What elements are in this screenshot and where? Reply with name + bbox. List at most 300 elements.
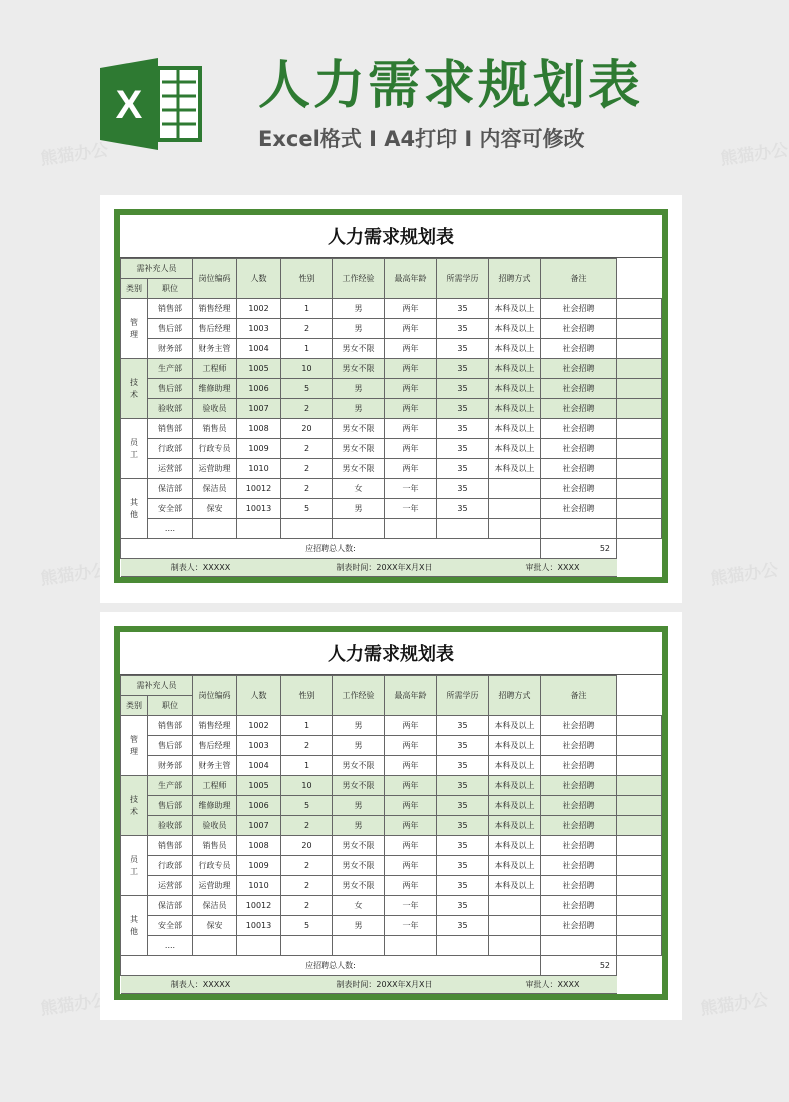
table-cell[interactable]	[617, 419, 662, 439]
table-cell[interactable]: 10	[281, 776, 333, 796]
table-cell[interactable]: 社会招聘	[541, 736, 617, 756]
table-cell[interactable]: 销售部	[148, 419, 193, 439]
table-cell[interactable]: 女	[333, 896, 385, 916]
watermark: 熊猫办公	[39, 560, 110, 590]
table-cell[interactable]: 社会招聘	[541, 876, 617, 896]
table-cell[interactable]: 35	[437, 399, 489, 419]
table-row	[121, 936, 662, 956]
table-cell[interactable]: 35	[437, 876, 489, 896]
table-cell[interactable]	[617, 499, 662, 519]
table-cell[interactable]: 社会招聘	[541, 856, 617, 876]
table-cell[interactable]	[617, 439, 662, 459]
table-cell[interactable]: 35	[437, 499, 489, 519]
table-cell[interactable]: 社会招聘	[541, 479, 617, 499]
table-cell[interactable]: 35	[437, 856, 489, 876]
table-cell[interactable]: 35	[437, 896, 489, 916]
table-cell[interactable]: 1002	[237, 716, 281, 736]
column-header-gender: 性别	[281, 259, 333, 299]
table-cell[interactable]: 维修助理	[193, 796, 237, 816]
table-cell[interactable]: 财务部	[148, 756, 193, 776]
category-cell	[121, 359, 148, 419]
table-cell[interactable]	[617, 359, 662, 379]
table-row	[121, 756, 662, 776]
table-cell[interactable]: 男	[333, 816, 385, 836]
table-cell[interactable]: 两年	[385, 816, 437, 836]
table-cell[interactable]: 销售员	[193, 419, 237, 439]
table-cell[interactable]: 社会招聘	[541, 379, 617, 399]
header-row	[121, 676, 662, 696]
table-cell[interactable]: 维修助理	[193, 379, 237, 399]
table-cell[interactable]: 社会招聘	[541, 299, 617, 319]
table-cell[interactable]: 安全部	[148, 499, 193, 519]
table-cell[interactable]: 男女不限	[333, 876, 385, 896]
watermark: 熊猫办公	[719, 140, 789, 170]
table-cell[interactable]: 本科及以上	[489, 339, 541, 359]
category-cell	[121, 836, 148, 896]
table-cell[interactable]: 行政部	[148, 856, 193, 876]
table-cell[interactable]	[333, 936, 385, 956]
table-cell[interactable]: 35	[437, 379, 489, 399]
table-cell[interactable]: 销售员	[193, 836, 237, 856]
table-cell[interactable]: 10	[281, 359, 333, 379]
table-cell[interactable]: 男女不限	[333, 439, 385, 459]
table-cell[interactable]: 售后部	[148, 379, 193, 399]
table-cell[interactable]: 男	[333, 716, 385, 736]
table-cell[interactable]: 两年	[385, 419, 437, 439]
table-cell[interactable]: 男女不限	[333, 419, 385, 439]
table-cell[interactable]: 35	[437, 796, 489, 816]
table-row	[121, 716, 662, 736]
table-cell[interactable]	[489, 916, 541, 936]
table-cell[interactable]: 本科及以上	[489, 776, 541, 796]
table-cell[interactable]: 销售部	[148, 299, 193, 319]
table-cell[interactable]: 本科及以上	[489, 876, 541, 896]
table-cell[interactable]	[489, 479, 541, 499]
table-cell[interactable]: 男	[333, 736, 385, 756]
table-cell[interactable]: 保洁部	[148, 896, 193, 916]
table-cell[interactable]: 35	[437, 419, 489, 439]
table-cell[interactable]: 本科及以上	[489, 836, 541, 856]
table-cell[interactable]: 1009	[237, 439, 281, 459]
table-cell[interactable]: 两年	[385, 399, 437, 419]
table-cell[interactable]: 生产部	[148, 359, 193, 379]
table-cell[interactable]: 社会招聘	[541, 419, 617, 439]
table-cell[interactable]: 财务主管	[193, 756, 237, 776]
table-cell[interactable]: 35	[437, 339, 489, 359]
table-cell[interactable]	[617, 716, 662, 736]
table-cell[interactable]: 两年	[385, 736, 437, 756]
column-header-count: 人数	[237, 676, 281, 716]
table-cell[interactable]: 社会招聘	[541, 319, 617, 339]
table-cell[interactable]: 一年	[385, 896, 437, 916]
table-cell[interactable]	[617, 836, 662, 856]
table-cell[interactable]	[617, 299, 662, 319]
table-cell[interactable]: 售后经理	[193, 319, 237, 339]
table-cell[interactable]: 社会招聘	[541, 339, 617, 359]
table-row	[121, 796, 662, 816]
table-row	[121, 399, 662, 419]
table-cell[interactable]	[193, 936, 237, 956]
table-cell[interactable]: 女	[333, 479, 385, 499]
table-cell[interactable]: 售后部	[148, 319, 193, 339]
table-cell[interactable]: 生产部	[148, 776, 193, 796]
table-cell[interactable]	[333, 519, 385, 539]
table-cell[interactable]: 1	[281, 299, 333, 319]
category-label: 技术	[130, 794, 138, 816]
table-cell[interactable]: 2	[281, 876, 333, 896]
table-cell[interactable]	[541, 519, 617, 539]
table-cell[interactable]: 35	[437, 816, 489, 836]
table-cell[interactable]: 两年	[385, 836, 437, 856]
category-label: 管理	[130, 317, 138, 339]
table-cell[interactable]: 35	[437, 736, 489, 756]
column-header-note: 备注	[541, 259, 617, 299]
table-cell[interactable]: 两年	[385, 299, 437, 319]
table-cell[interactable]	[617, 796, 662, 816]
table-cell[interactable]: 本科及以上	[489, 816, 541, 836]
group-header: 需补充人员	[121, 259, 193, 279]
table-cell[interactable]: 1002	[237, 299, 281, 319]
table-cell[interactable]: 本科及以上	[489, 319, 541, 339]
table-cell[interactable]: 两年	[385, 756, 437, 776]
table-cell[interactable]: 1003	[237, 319, 281, 339]
table-cell[interactable]: 1007	[237, 399, 281, 419]
table-cell[interactable]: 1004	[237, 339, 281, 359]
table-cell[interactable]: 社会招聘	[541, 399, 617, 419]
table-cell[interactable]: 1007	[237, 816, 281, 836]
category-cell	[121, 716, 148, 776]
table-cell[interactable]: 社会招聘	[541, 796, 617, 816]
column-header-education: 所需学历	[437, 259, 489, 299]
table-cell[interactable]: 男	[333, 319, 385, 339]
table-cell[interactable]: 35	[437, 776, 489, 796]
table-cell[interactable]: 财务部	[148, 339, 193, 359]
table-cell[interactable]: 社会招聘	[541, 836, 617, 856]
table-cell[interactable]	[281, 936, 333, 956]
table-cell[interactable]: 男	[333, 299, 385, 319]
table-cell[interactable]	[489, 499, 541, 519]
table-cell[interactable]: 1006	[237, 379, 281, 399]
table-cell[interactable]: 两年	[385, 379, 437, 399]
table-cell[interactable]: 2	[281, 439, 333, 459]
table-cell[interactable]: 本科及以上	[489, 439, 541, 459]
table-cell[interactable]: ....	[148, 519, 193, 539]
table-cell[interactable]: 男女不限	[333, 756, 385, 776]
table-cell[interactable]: 社会招聘	[541, 459, 617, 479]
table-cell[interactable]: 男女不限	[333, 856, 385, 876]
table-cell[interactable]: 2	[281, 896, 333, 916]
table-cell[interactable]	[617, 816, 662, 836]
table-cell[interactable]: 本科及以上	[489, 459, 541, 479]
table-cell[interactable]: 本科及以上	[489, 796, 541, 816]
table-cell[interactable]: 10012	[237, 479, 281, 499]
table-cell[interactable]: 男	[333, 499, 385, 519]
table-cell[interactable]: 男女不限	[333, 459, 385, 479]
table-cell[interactable]: 两年	[385, 776, 437, 796]
table-cell[interactable]: 35	[437, 459, 489, 479]
table-cell[interactable]: 男女不限	[333, 339, 385, 359]
table-cell[interactable]	[237, 936, 281, 956]
column-header-category: 类别	[121, 279, 148, 299]
maker-label: 制表人：XXXXX	[121, 976, 281, 994]
column-header-recruit: 招聘方式	[489, 259, 541, 299]
table-cell[interactable]: 5	[281, 796, 333, 816]
table-cell[interactable]: 一年	[385, 479, 437, 499]
table-cell[interactable]: 验收员	[193, 399, 237, 419]
table-cell[interactable]: 社会招聘	[541, 756, 617, 776]
table-cell[interactable]	[437, 519, 489, 539]
footer-row	[121, 976, 662, 994]
table-cell[interactable]: 1010	[237, 876, 281, 896]
table-cell[interactable]: 1008	[237, 419, 281, 439]
group-header: 需补充人员	[121, 676, 193, 696]
table-cell[interactable]: 行政部	[148, 439, 193, 459]
table-cell[interactable]: 本科及以上	[489, 299, 541, 319]
table-cell[interactable]: 财务主管	[193, 339, 237, 359]
table-cell[interactable]: 本科及以上	[489, 419, 541, 439]
table-cell[interactable]: 10013	[237, 499, 281, 519]
date-label: 制表时间：20XX年X月X日	[281, 559, 489, 577]
table-cell[interactable]: 35	[437, 299, 489, 319]
excel-logo-icon	[96, 54, 204, 154]
table-cell[interactable]: 社会招聘	[541, 916, 617, 936]
table-cell[interactable]: 男	[333, 916, 385, 936]
table-cell[interactable]: 1	[281, 756, 333, 776]
approver-label: 审批人：XXXX	[489, 976, 617, 994]
table-cell[interactable]: 保洁部	[148, 479, 193, 499]
table-cell[interactable]: 本科及以上	[489, 359, 541, 379]
sheet-preview-2	[100, 612, 682, 1020]
table-cell[interactable]: 1006	[237, 796, 281, 816]
table-cell[interactable]: 35	[437, 359, 489, 379]
table-cell[interactable]: 工程师	[193, 776, 237, 796]
table-cell[interactable]	[193, 519, 237, 539]
table-cell[interactable]: 保安	[193, 916, 237, 936]
table-cell[interactable]: 1	[281, 339, 333, 359]
sheet-title: 人力需求规划表	[120, 632, 662, 675]
table-cell[interactable]: 1003	[237, 736, 281, 756]
table-cell[interactable]: 1010	[237, 459, 281, 479]
table-cell[interactable]	[617, 479, 662, 499]
table-cell[interactable]	[489, 519, 541, 539]
table-cell[interactable]: 一年	[385, 916, 437, 936]
table-cell[interactable]	[617, 916, 662, 936]
total-label: 应招聘总人数:	[121, 539, 541, 559]
table-cell[interactable]: 售后经理	[193, 736, 237, 756]
table-cell[interactable]: 两年	[385, 359, 437, 379]
table-cell[interactable]: 本科及以上	[489, 756, 541, 776]
table-cell[interactable]: 本科及以上	[489, 856, 541, 876]
table-cell[interactable]	[617, 876, 662, 896]
table-cell[interactable]: 2	[281, 399, 333, 419]
column-header-category: 类别	[121, 696, 148, 716]
table-cell[interactable]	[617, 776, 662, 796]
table-cell[interactable]: 运营部	[148, 876, 193, 896]
table-cell[interactable]	[237, 519, 281, 539]
table-cell[interactable]: 1005	[237, 776, 281, 796]
table-cell[interactable]: 2	[281, 736, 333, 756]
table-cell[interactable]: 验收员	[193, 816, 237, 836]
table-cell[interactable]: 两年	[385, 339, 437, 359]
table-row	[121, 499, 662, 519]
table-cell[interactable]: 售后部	[148, 736, 193, 756]
table-cell[interactable]: 5	[281, 916, 333, 936]
total-value[interactable]: 52	[541, 539, 617, 559]
table-row	[121, 816, 662, 836]
column-header-recruit: 招聘方式	[489, 676, 541, 716]
table-cell[interactable]: 验收部	[148, 816, 193, 836]
table-cell[interactable]	[617, 399, 662, 419]
table-cell[interactable]: 销售部	[148, 836, 193, 856]
table-cell[interactable]: 10012	[237, 896, 281, 916]
table-cell[interactable]	[617, 319, 662, 339]
table-cell[interactable]: 35	[437, 319, 489, 339]
column-header-code: 岗位编码	[193, 676, 237, 716]
watermark: 熊猫办公	[699, 990, 770, 1020]
table-cell[interactable]: 社会招聘	[541, 816, 617, 836]
table-cell[interactable]: 两年	[385, 716, 437, 736]
table-cell[interactable]: 本科及以上	[489, 736, 541, 756]
table-cell[interactable]: 男	[333, 796, 385, 816]
table-cell[interactable]: 两年	[385, 796, 437, 816]
table-cell[interactable]: 1	[281, 716, 333, 736]
table-cell[interactable]	[617, 519, 662, 539]
table-cell[interactable]: 35	[437, 439, 489, 459]
table-cell[interactable]: 男女不限	[333, 776, 385, 796]
category-label: 员工	[130, 854, 138, 876]
table-cell[interactable]: 运营助理	[193, 459, 237, 479]
table-cell[interactable]: 两年	[385, 319, 437, 339]
table-cell[interactable]: 20	[281, 836, 333, 856]
table-cell[interactable]: 销售经理	[193, 299, 237, 319]
table-cell[interactable]: 工程师	[193, 359, 237, 379]
table-cell[interactable]: 两年	[385, 856, 437, 876]
table-row	[121, 359, 662, 379]
table-cell[interactable]: ....	[148, 936, 193, 956]
table-cell[interactable]: 男女不限	[333, 359, 385, 379]
table-cell[interactable]	[281, 519, 333, 539]
table-cell[interactable]	[489, 936, 541, 956]
table-cell[interactable]: 1009	[237, 856, 281, 876]
table-cell[interactable]: 社会招聘	[541, 716, 617, 736]
table-cell[interactable]: 社会招聘	[541, 439, 617, 459]
table-row	[121, 419, 662, 439]
table-cell[interactable]	[617, 459, 662, 479]
table-cell[interactable]	[617, 936, 662, 956]
table-cell[interactable]: 本科及以上	[489, 716, 541, 736]
column-header-education: 所需学历	[437, 676, 489, 716]
table-cell[interactable]: 运营助理	[193, 876, 237, 896]
table-cell[interactable]: 两年	[385, 876, 437, 896]
table-cell[interactable]: 男女不限	[333, 836, 385, 856]
table-cell[interactable]: 验收部	[148, 399, 193, 419]
table-cell[interactable]	[617, 379, 662, 399]
table-cell[interactable]: 5	[281, 499, 333, 519]
category-cell	[121, 479, 148, 539]
table-cell[interactable]	[617, 736, 662, 756]
table-cell[interactable]: 两年	[385, 459, 437, 479]
table-cell[interactable]: 35	[437, 916, 489, 936]
table-cell[interactable]: 1008	[237, 836, 281, 856]
table-cell[interactable]: 35	[437, 716, 489, 736]
table-cell[interactable]: 35	[437, 836, 489, 856]
category-label: 其他	[130, 497, 138, 519]
category-label: 其他	[130, 914, 138, 936]
requirements-table	[120, 675, 662, 994]
table-cell[interactable]: 社会招聘	[541, 499, 617, 519]
table-cell[interactable]	[617, 856, 662, 876]
table-cell[interactable]: 保洁员	[193, 479, 237, 499]
table-cell[interactable]	[617, 756, 662, 776]
table-cell[interactable]: 本科及以上	[489, 399, 541, 419]
approver-label: 审批人：XXXX	[489, 559, 617, 577]
table-row	[121, 519, 662, 539]
column-header-gender: 性别	[281, 676, 333, 716]
table-cell[interactable]: 2	[281, 479, 333, 499]
table-cell[interactable]: 2	[281, 856, 333, 876]
category-cell	[121, 299, 148, 359]
table-cell[interactable]: 保洁员	[193, 896, 237, 916]
table-cell[interactable]: 社会招聘	[541, 776, 617, 796]
table-cell[interactable]: 两年	[385, 439, 437, 459]
table-cell[interactable]: 保安	[193, 499, 237, 519]
table-cell[interactable]	[617, 896, 662, 916]
watermark: 熊猫办公	[39, 990, 110, 1020]
table-cell[interactable]: 35	[437, 756, 489, 776]
table-cell[interactable]: 行政专员	[193, 856, 237, 876]
table-row	[121, 736, 662, 756]
table-cell[interactable]: 1005	[237, 359, 281, 379]
table-cell[interactable]: 2	[281, 816, 333, 836]
table-cell[interactable]: 安全部	[148, 916, 193, 936]
table-cell[interactable]: 社会招聘	[541, 896, 617, 916]
table-cell[interactable]: 5	[281, 379, 333, 399]
table-cell[interactable]: 1004	[237, 756, 281, 776]
table-row	[121, 299, 662, 319]
category-label: 员工	[130, 437, 138, 459]
table-cell[interactable]: 2	[281, 459, 333, 479]
table-cell[interactable]: 10013	[237, 916, 281, 936]
sheet-preview-1	[100, 195, 682, 603]
table-cell[interactable]: 售后部	[148, 796, 193, 816]
page-subtitle: Excel格式 I A4打印 I 内容可修改	[258, 127, 585, 151]
table-cell[interactable]: 2	[281, 319, 333, 339]
table-cell[interactable]	[385, 519, 437, 539]
table-row	[121, 856, 662, 876]
table-cell[interactable]: 社会招聘	[541, 359, 617, 379]
table-cell[interactable]: 销售经理	[193, 716, 237, 736]
table-cell[interactable]: 男	[333, 379, 385, 399]
table-cell[interactable]: 运营部	[148, 459, 193, 479]
table-cell[interactable]	[437, 936, 489, 956]
total-value[interactable]: 52	[541, 956, 617, 976]
footer-row	[121, 559, 662, 577]
table-cell[interactable]: 销售部	[148, 716, 193, 736]
table-cell[interactable]	[541, 936, 617, 956]
table-cell[interactable]: 35	[437, 479, 489, 499]
table-cell[interactable]	[385, 936, 437, 956]
table-cell[interactable]	[489, 896, 541, 916]
table-cell[interactable]: 男	[333, 399, 385, 419]
column-header-position: 职位	[148, 279, 193, 299]
table-cell[interactable]: 本科及以上	[489, 379, 541, 399]
table-cell[interactable]	[617, 339, 662, 359]
table-cell[interactable]: 一年	[385, 499, 437, 519]
maker-label: 制表人：XXXXX	[121, 559, 281, 577]
page-title: 人力需求规划表	[258, 56, 644, 116]
table-cell[interactable]: 20	[281, 419, 333, 439]
table-cell[interactable]: 行政专员	[193, 439, 237, 459]
